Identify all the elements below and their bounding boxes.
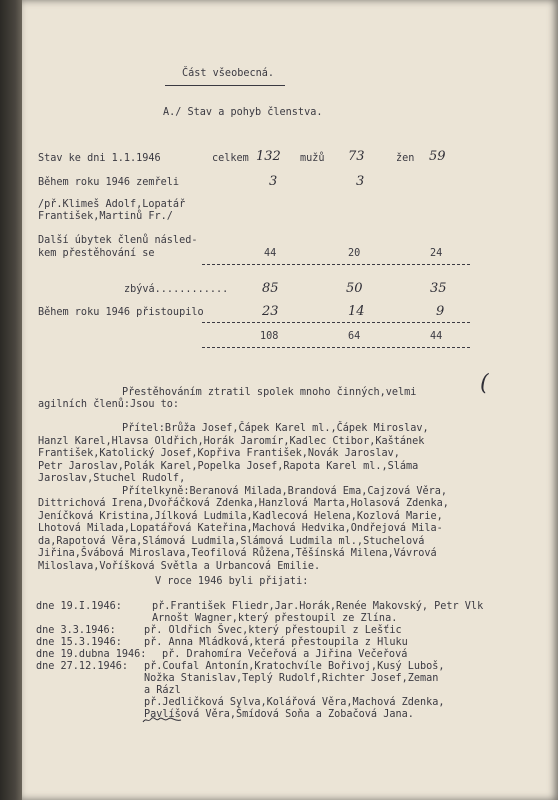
stats-row2-label: Během roku 1946 zemřeli [38,177,180,188]
list-item: Jaroslav,Stuchel Rudolf, [38,473,186,484]
accepted-text: př.Coufal Antonín,Kratochvíle Bořivoj,Kusý Luboš, [144,661,445,672]
accepted-text: Pavlíšová Věra,Šmídová Soňa a Zobačová Jana. [144,709,414,720]
accepted-text: př. Oldřich Švec,který přestoupil z Lešťic [144,625,402,636]
accepted-text: př.Jedličková Sylva,Kolářová Věra,Machová Zdenka, [144,697,445,708]
list-item: Přítel:Brůža Josef,Čápek Karel ml.,Čápek Miroslav, [122,423,429,434]
accepted-date: dne 27.12.1946: [36,661,129,672]
list-item: František,Katolický Josef,Kopřiva František,Novák Jaroslav, [38,448,400,459]
stats-row1-men: 73 [348,149,365,164]
separator-3 [202,347,470,348]
stats-row6-women: 44 [430,331,443,342]
stats-row3-total: 44 [264,248,277,259]
section-title: A./ Stav a pohyb členstva. [163,107,323,118]
stats-row5-women: 9 [436,304,445,319]
moved-intro-line1: Přestěhováním ztratil spolek mnoho činných,velmi [122,387,417,398]
accepted-date: dne 15.3.1946: [36,637,122,648]
accepted-text: Arnošt Wagner,který přestoupil ze Zlína. [152,613,398,624]
accepted-date: dne 19.I.1946: [36,601,122,612]
stats-row3-line1: Další úbytek členů násled- [38,235,198,246]
list-item: Jiřina,Švábová Miroslava,Teofilová Růžena,Těšínská Milena,Vávrová [38,548,437,559]
document-page [22,0,558,800]
stats-row2-men: 3 [356,174,365,189]
accepted-text: a Rázl [144,685,181,696]
stats-row3-men: 20 [348,248,361,259]
stats-row1-women: 59 [429,149,446,164]
stats-row3-women: 24 [430,248,443,259]
accepted-text: př. Drahomíra Večeřová a Jiřina Večeřová [162,649,408,660]
moved-intro-line2: agilních členů:Jsou to: [38,399,180,410]
stats-row4-label: zbývá............ [124,284,229,295]
stats-row6-total: 108 [260,331,279,342]
stats-row1-muzu: mužů [300,153,325,164]
binding-edge [0,0,22,800]
stats-row4-total: 85 [262,281,279,296]
accepted-text: př.František Fliedr,Jar.Horák,Renée Makovský, Petr Vlk [152,601,484,612]
stats-row1-label: Stav ke dni 1.1.1946 [38,153,161,164]
stats-row4-women: 35 [430,281,447,296]
accepted-text: Nožka Stanislav,Teplý Rudolf,Richter Josef,Zeman [144,673,439,684]
signature-scribble [142,716,182,724]
stats-row2-note-1: /př.Klimeš Adolf,Lopatář [38,199,186,210]
heading-underline [165,85,285,86]
list-item: Dittrichová Irena,Dvořáčková Zdenka,Hanzlová Marta,Holasová Zdenka, [38,498,449,509]
stats-row6-men: 64 [348,331,361,342]
accepted-date: dne 3.3.1946: [36,625,116,636]
handwritten-paren: ( [480,371,489,396]
page-heading: Část všeobecná. [182,68,275,79]
stats-row3-line2: kem přestěhování se [38,248,155,259]
list-item: Petr Jaroslav,Polák Karel,Popelka Josef,Rapota Karel ml.,Sláma [38,461,419,472]
separator-2 [202,322,470,323]
accepted-text: př. Anna Mládková,která přestoupila z Hluku [144,637,408,648]
stats-row1-total: 132 [256,149,281,164]
separator-1 [202,264,470,265]
list-item: Přítelkyně:Beranová Milada,Brandová Ema,Cajzová Věra, [122,486,448,497]
stats-row4-men: 50 [346,281,363,296]
stats-row2-note-2: František,Martinů Fr./ [38,211,173,222]
list-item: Lhotová Milada,Lopatářová Kateřina,Machová Hedvika,Ondřejová Mila- [38,523,443,534]
stats-row5-men: 14 [348,304,365,319]
accepted-date: dne 19.dubna 1946: [36,649,147,660]
accepted-heading: V roce 1946 byli přijati: [155,576,309,587]
list-item: da,Rapotová Věra,Slámová Ludmila,Slámová Ludmila ml.,Stuchelová [38,536,425,547]
stats-row1-celkem: celkem [212,153,249,164]
stats-row5-total: 23 [262,304,279,319]
list-item: Hanzl Karel,Hlavsa Oldřich,Horák Jaromír,Kadlec Ctibor,Kaštánek [38,436,425,447]
list-item: Miloslava,Voříšková Světla a Urbancová Emilie. [38,561,321,572]
stats-row2-total: 3 [269,174,278,189]
stats-row5-label: Během roku 1946 přistoupilo [38,307,204,318]
list-item: Jeníčková Kristina,Jílková Ludmila,Kadlecová Helena,Kozlová Marie, [38,511,443,522]
stats-row1-zen: žen [396,153,415,164]
